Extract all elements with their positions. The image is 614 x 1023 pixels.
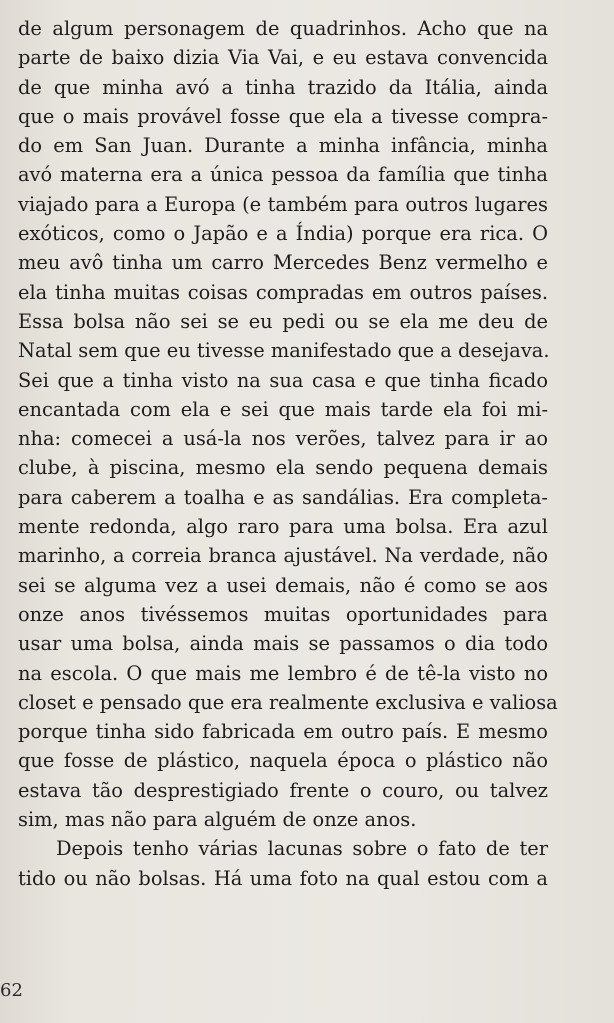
text-line: nha: comecei a usá-la nos verões, talvez para ir ao xyxy=(18,427,548,451)
text-line: que fosse de plástico, naquela época o plástico não xyxy=(18,749,548,773)
text-line: onze anos tivéssemos muitas oportunidades para xyxy=(18,602,548,626)
text-line: parte de baixo dizia Via Vai, e eu estava convencida xyxy=(18,46,548,70)
body-text xyxy=(18,14,558,893)
text-line: usar uma bolsa, ainda mais se passamos o dia todo xyxy=(18,632,548,656)
text-line: porque tinha sido fabricada em outro país. E mesmo xyxy=(18,720,548,744)
text-line: Natal sem que eu tivesse manifestado que a desejava. xyxy=(18,339,550,363)
text-line: que o mais provável fosse que ela a tivesse compra- xyxy=(18,104,548,128)
text-line: para caberem a toalha e as sandálias. Era completa- xyxy=(18,485,548,509)
text-line-paragraph-start: Depois tenho várias lacunas sobre o fato de ter xyxy=(56,837,548,861)
text-line: encantada com ela e sei que mais tarde ela foi mi- xyxy=(18,397,548,421)
text-line: do em San Juan. Durante a minha infância, minha xyxy=(18,134,548,158)
text-line: sei se alguma vez a usei demais, não é como se aos xyxy=(18,573,548,597)
text-line: avó materna era a única pessoa da família que tinha xyxy=(18,163,548,187)
text-line: marinho, a correia branca ajustável. Na verdade, não xyxy=(18,544,548,568)
text-line: closet e pensado que era realmente exclusiva e valiosa xyxy=(18,690,558,714)
text-line: ela tinha muitas coisas compradas em outros países. xyxy=(18,280,548,304)
text-line: de algum personagem de quadrinhos. Acho que na xyxy=(18,17,548,40)
text-line: viajado para a Europa (e também para outros lugares xyxy=(18,192,548,216)
text-line: na escola. O que mais me lembro é de tê-la visto no xyxy=(18,661,548,685)
text-line: clube, à piscina, mesmo ela sendo pequena demais xyxy=(18,456,548,480)
text-line: mente redonda, algo raro para uma bolsa. Era azul xyxy=(18,515,548,539)
page-number: 62 xyxy=(0,980,23,1001)
text-line: Essa bolsa não sei se eu pedi ou se ela me deu de xyxy=(18,309,548,333)
text-line: Sei que a tinha visto na sua casa e que tinha ficado xyxy=(18,368,548,392)
text-line-paragraph-end: sim, mas não para alguém de onze anos. xyxy=(18,808,417,832)
text-line: meu avô tinha um carro Mercedes Benz vermelho e xyxy=(18,251,548,275)
text-line: estava tão desprestigiado frente o couro, ou talvez xyxy=(18,778,548,802)
text-line: tido ou não bolsas. Há uma foto na qual estou com a xyxy=(18,866,548,890)
text-line: de que minha avó a tinha trazido da Itália, ainda xyxy=(18,75,548,99)
text-line: exóticos, como o Japão e a Índia) porque era rica. O xyxy=(18,222,548,246)
